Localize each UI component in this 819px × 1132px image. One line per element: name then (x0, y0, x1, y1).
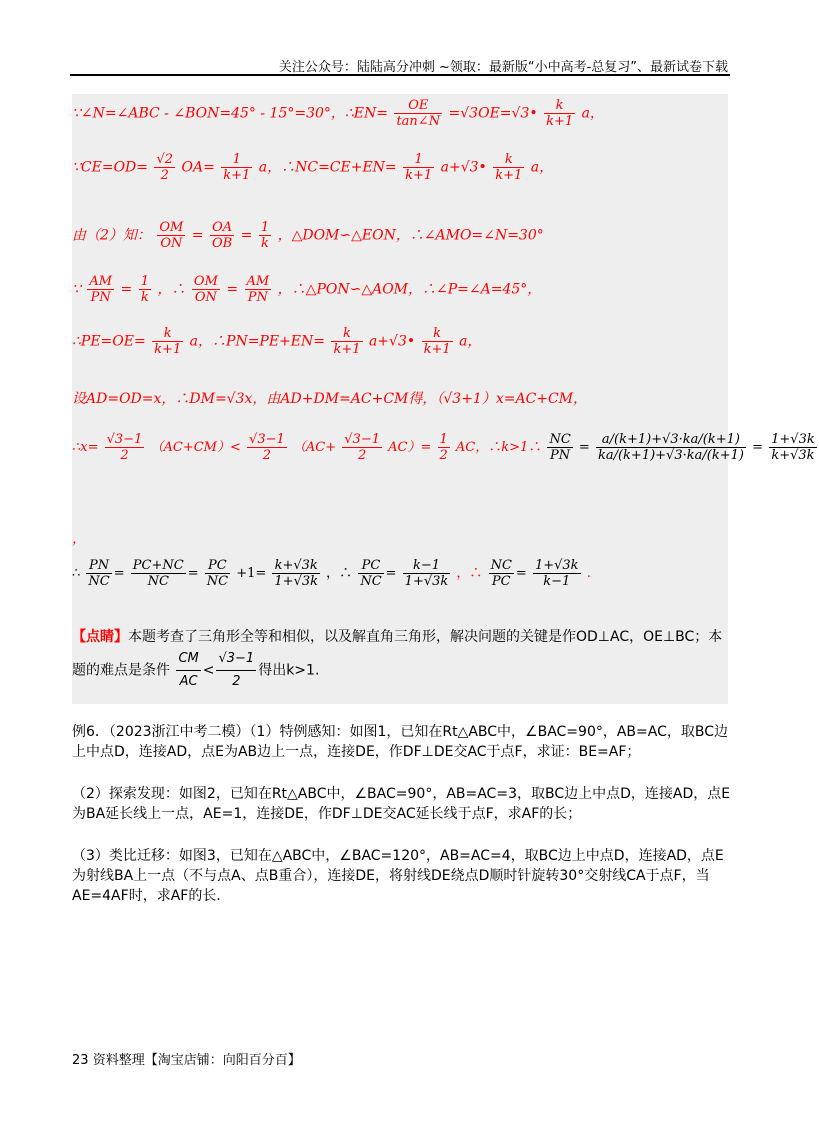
fraction (210, 220, 234, 251)
page-header (0, 0, 800, 76)
solution-line-5 (72, 326, 481, 357)
numerator: k (422, 326, 453, 342)
solution-line-9: ∴ $\frac{PN}{NC}$ = $\frac{PC+NC}{NC}$ = $\frac{PC}{NC}$ +1= $\frac{k+√3k}{1+√3k}$ ，∴ $\frac{PC}{NC}$ = $\frac{k-1}{1+√3k}$ ，∴ $\frac{NC}{PC}$ = $\frac{1+√3k}{k-1}$ . (72, 558, 591, 589)
denominator: k (261, 236, 269, 251)
numerator: PC+NC (132, 558, 184, 573)
denominator: ON (160, 236, 183, 251)
numerator: √3−1 (216, 648, 256, 671)
text: = (240, 227, 253, 244)
text: ，∴△PON∽△AOM，∴∠P=∠A=45°， (277, 281, 542, 298)
text: ，△DOM∽△EON，∴∠AMO=∠N=30° (277, 227, 544, 244)
denominator: k+1 (405, 168, 433, 183)
denominator: ON (194, 290, 217, 305)
numerator: 1+√3k (771, 432, 815, 447)
page-footer (72, 1049, 301, 1068)
key-point-text: 本题考查了三角形全等和相似，以及解直角三角形，解决问题的关键是作OD⊥AC，OE⊥BC；本题的难点是条件 (72, 629, 723, 679)
denominator: k (140, 290, 149, 305)
denominator: 2 (160, 168, 169, 183)
denominator: k+1 (495, 168, 523, 183)
text: a+√3• (368, 333, 416, 350)
denominator: PN (550, 448, 571, 463)
fraction (403, 152, 434, 183)
problem-part-3: （3）类比迁移：如图3，已知在△ABC中，∠BAC=120°，AB=AC=4，取BC边上中点D，连接AD，点E为射线BA上一点（不与点A、点B重合），连接DE，将射线DE绕点D顺时针旋转30°交射线CA于点F，当AE=4AF时，求AF的长． (72, 848, 724, 904)
text: AC，∴k>1∴ (455, 440, 542, 455)
key-point-note (72, 626, 732, 693)
numerator: √3−1 (344, 432, 380, 447)
numerator: √2 (156, 152, 174, 167)
numerator: 1 (403, 152, 434, 168)
text: a+√3• (440, 159, 487, 176)
text: 得出k>1. (258, 662, 320, 679)
fraction (176, 648, 200, 693)
fraction (493, 152, 524, 183)
numerator: k (544, 98, 575, 114)
denominator: k−1 (543, 574, 571, 589)
text: OA= (181, 159, 215, 176)
denominator: 2 (439, 448, 448, 463)
numerator: 1 (221, 152, 252, 168)
fraction (533, 558, 581, 589)
denominator: NC (206, 574, 229, 589)
denominator: NC (360, 574, 382, 589)
fraction (544, 98, 575, 129)
solution-line-1 (72, 98, 604, 129)
denominator: AC (179, 674, 198, 689)
text: . (586, 566, 591, 581)
solution-line-8 (72, 528, 86, 548)
solution-line-3 (72, 220, 544, 251)
text: ∴x= (72, 440, 99, 455)
fraction (438, 432, 450, 463)
numerator: OM (193, 274, 218, 289)
text: = (191, 227, 204, 244)
header-rule (70, 74, 730, 76)
text: ∴ (72, 566, 81, 581)
fraction (394, 98, 442, 129)
fraction (769, 432, 817, 463)
text: AC）= (388, 440, 432, 455)
solution-line-4 (72, 274, 541, 305)
problem-part-2: （2）探索发现：如图2，已知在Rt△ABC中，∠BAC=90°，AB=AC=3，取BC边上中点D，连接AD，点E为BA延长线上一点，AE=1，连接DE，作DF⊥DE交AC延长线于点F，求AF的长； (72, 786, 731, 822)
text: ，∴ (326, 566, 353, 581)
denominator: tan∠N (396, 114, 441, 129)
text: a，∴PN=PE+EN= (189, 333, 325, 350)
denominator: 2 (357, 448, 367, 463)
numerator: AM (89, 274, 113, 289)
denominator: 2 (120, 448, 129, 463)
numerator: k (493, 152, 524, 168)
fraction (131, 558, 186, 589)
fraction (596, 432, 746, 463)
fraction (157, 220, 185, 251)
denominator: OB (211, 236, 233, 251)
text: 由（2）知： (72, 227, 151, 244)
fraction (205, 558, 230, 589)
text: a，∴NC=CE+EN= (258, 159, 397, 176)
text: ∵∠N=∠ABC - ∠BON=45° - 15°=30°，∴EN= (72, 105, 388, 122)
numerator: NC (549, 432, 571, 447)
numerator: √3−1 (249, 432, 285, 447)
denominator: NC (147, 574, 169, 589)
header-text: 关注公众号：陆陆高分冲刺 ~领取：最新版“小中高考-总复习”、最新试卷下载 (278, 60, 728, 75)
text: ，∴ (157, 281, 186, 298)
text: a， (581, 105, 604, 122)
numerator: OE (394, 98, 442, 114)
denominator: PN (247, 290, 268, 305)
denominator: k+1 (423, 342, 451, 357)
numerator: AM (246, 274, 270, 289)
text: =√3OE=√3• (448, 105, 538, 122)
numerator: OA (210, 220, 234, 236)
denominator: NC (88, 574, 110, 589)
denominator: 1+√3k (404, 574, 449, 589)
page-number: 23 (72, 1053, 89, 1068)
footer-text: 资料整理【淘宝店铺：向阳百分百】 (92, 1053, 301, 1068)
text: （AC+ (292, 440, 337, 455)
fraction (152, 326, 183, 357)
denominator: PN (90, 290, 111, 305)
denominator: 1+√3k (274, 574, 319, 589)
fraction (221, 152, 252, 183)
fraction (342, 432, 382, 463)
problem-part-1: 例6．（2023浙江中考二模）（1）特例感知：如图1，已知在Rt△ABC中，∠BAC=90°，AB=AC，取BC边上中点D，连接AD，点E为AB边上一点，连接DE，作DF⊥DE交AC于点F，求证：BE=AF； (72, 724, 729, 760)
numerator: k+√3k (272, 558, 320, 574)
text: a， (530, 159, 554, 176)
numerator: CM (176, 648, 200, 671)
fraction (272, 558, 320, 589)
fraction (105, 432, 145, 463)
numerator: k (331, 326, 362, 342)
numerator: √3−1 (106, 432, 143, 447)
text: （AC+CM）< (150, 440, 241, 455)
fraction (86, 558, 111, 589)
numerator: a/(k+1)+√3·ka/(k+1) (596, 432, 746, 448)
numerator: PC (358, 558, 383, 574)
solution-line-7: ∴x= $\frac{√3-1}{2}$ （AC+CM）< $\frac{√3-1}{2}$ （AC+ $\frac{√3-1}{2}$ AC）= $\frac{1}{2}$ AC，∴k>1∴ $\frac{NC}{PN}$ = $\frac{a/(k+1)+√3\cdot ka/(k+1)}{ka/(k+1)+√3\cdot ka/(k+1)}$ = $\frac{1+√3k}{k+√3k}$ (72, 432, 815, 463)
numerator: k (152, 326, 183, 342)
numerator: 1 (140, 274, 149, 289)
denominator: k+1 (223, 168, 251, 183)
denominator: 2 (232, 674, 241, 689)
text: ∴PE=OE= (72, 333, 146, 350)
fraction (358, 558, 383, 589)
fraction (547, 432, 572, 463)
text: ， (72, 531, 86, 547)
denominator: k+1 (546, 114, 574, 129)
fraction (403, 558, 451, 589)
fraction (216, 648, 256, 693)
text: = (226, 281, 239, 298)
denominator: k+1 (333, 342, 361, 357)
text: < (202, 662, 215, 679)
fraction (154, 152, 175, 183)
numerator: OM (159, 220, 184, 235)
text: +1= (236, 566, 267, 581)
text: 设AD=OD=x，∴DM=√3x，由AD+DM=AC+CM得，（√3+1）x=AC+CM， (72, 391, 588, 407)
numerator: PC (205, 558, 230, 574)
numerator: k−1 (403, 558, 451, 574)
fraction (331, 326, 362, 357)
denominator: k+1 (154, 342, 182, 357)
fraction (489, 558, 514, 589)
fraction (192, 274, 220, 305)
fraction (259, 220, 271, 251)
solution-line-2 (72, 152, 553, 183)
text: a， (459, 333, 482, 350)
text: ，∴ (456, 566, 483, 581)
denominator: k+√3k (771, 448, 815, 463)
key-point-tag: 【点睛】 (72, 629, 128, 645)
text: ∵CE=OD= (72, 159, 149, 176)
denominator: PC (491, 574, 511, 589)
solution-line-6 (72, 388, 587, 408)
text: ∵ (72, 281, 81, 298)
fraction (422, 326, 453, 357)
numerator: 1+√3k (534, 558, 579, 573)
fraction (139, 274, 151, 305)
denominator: ka/(k+1)+√3·ka/(k+1) (597, 448, 744, 463)
numerator: 1 (439, 432, 448, 447)
numerator: PN (86, 558, 111, 574)
text: = (120, 281, 133, 298)
fraction (247, 432, 287, 463)
fraction (245, 274, 272, 305)
denominator: 2 (262, 448, 272, 463)
fraction (87, 274, 114, 305)
numerator: 1 (260, 220, 270, 235)
numerator: NC (490, 558, 512, 573)
